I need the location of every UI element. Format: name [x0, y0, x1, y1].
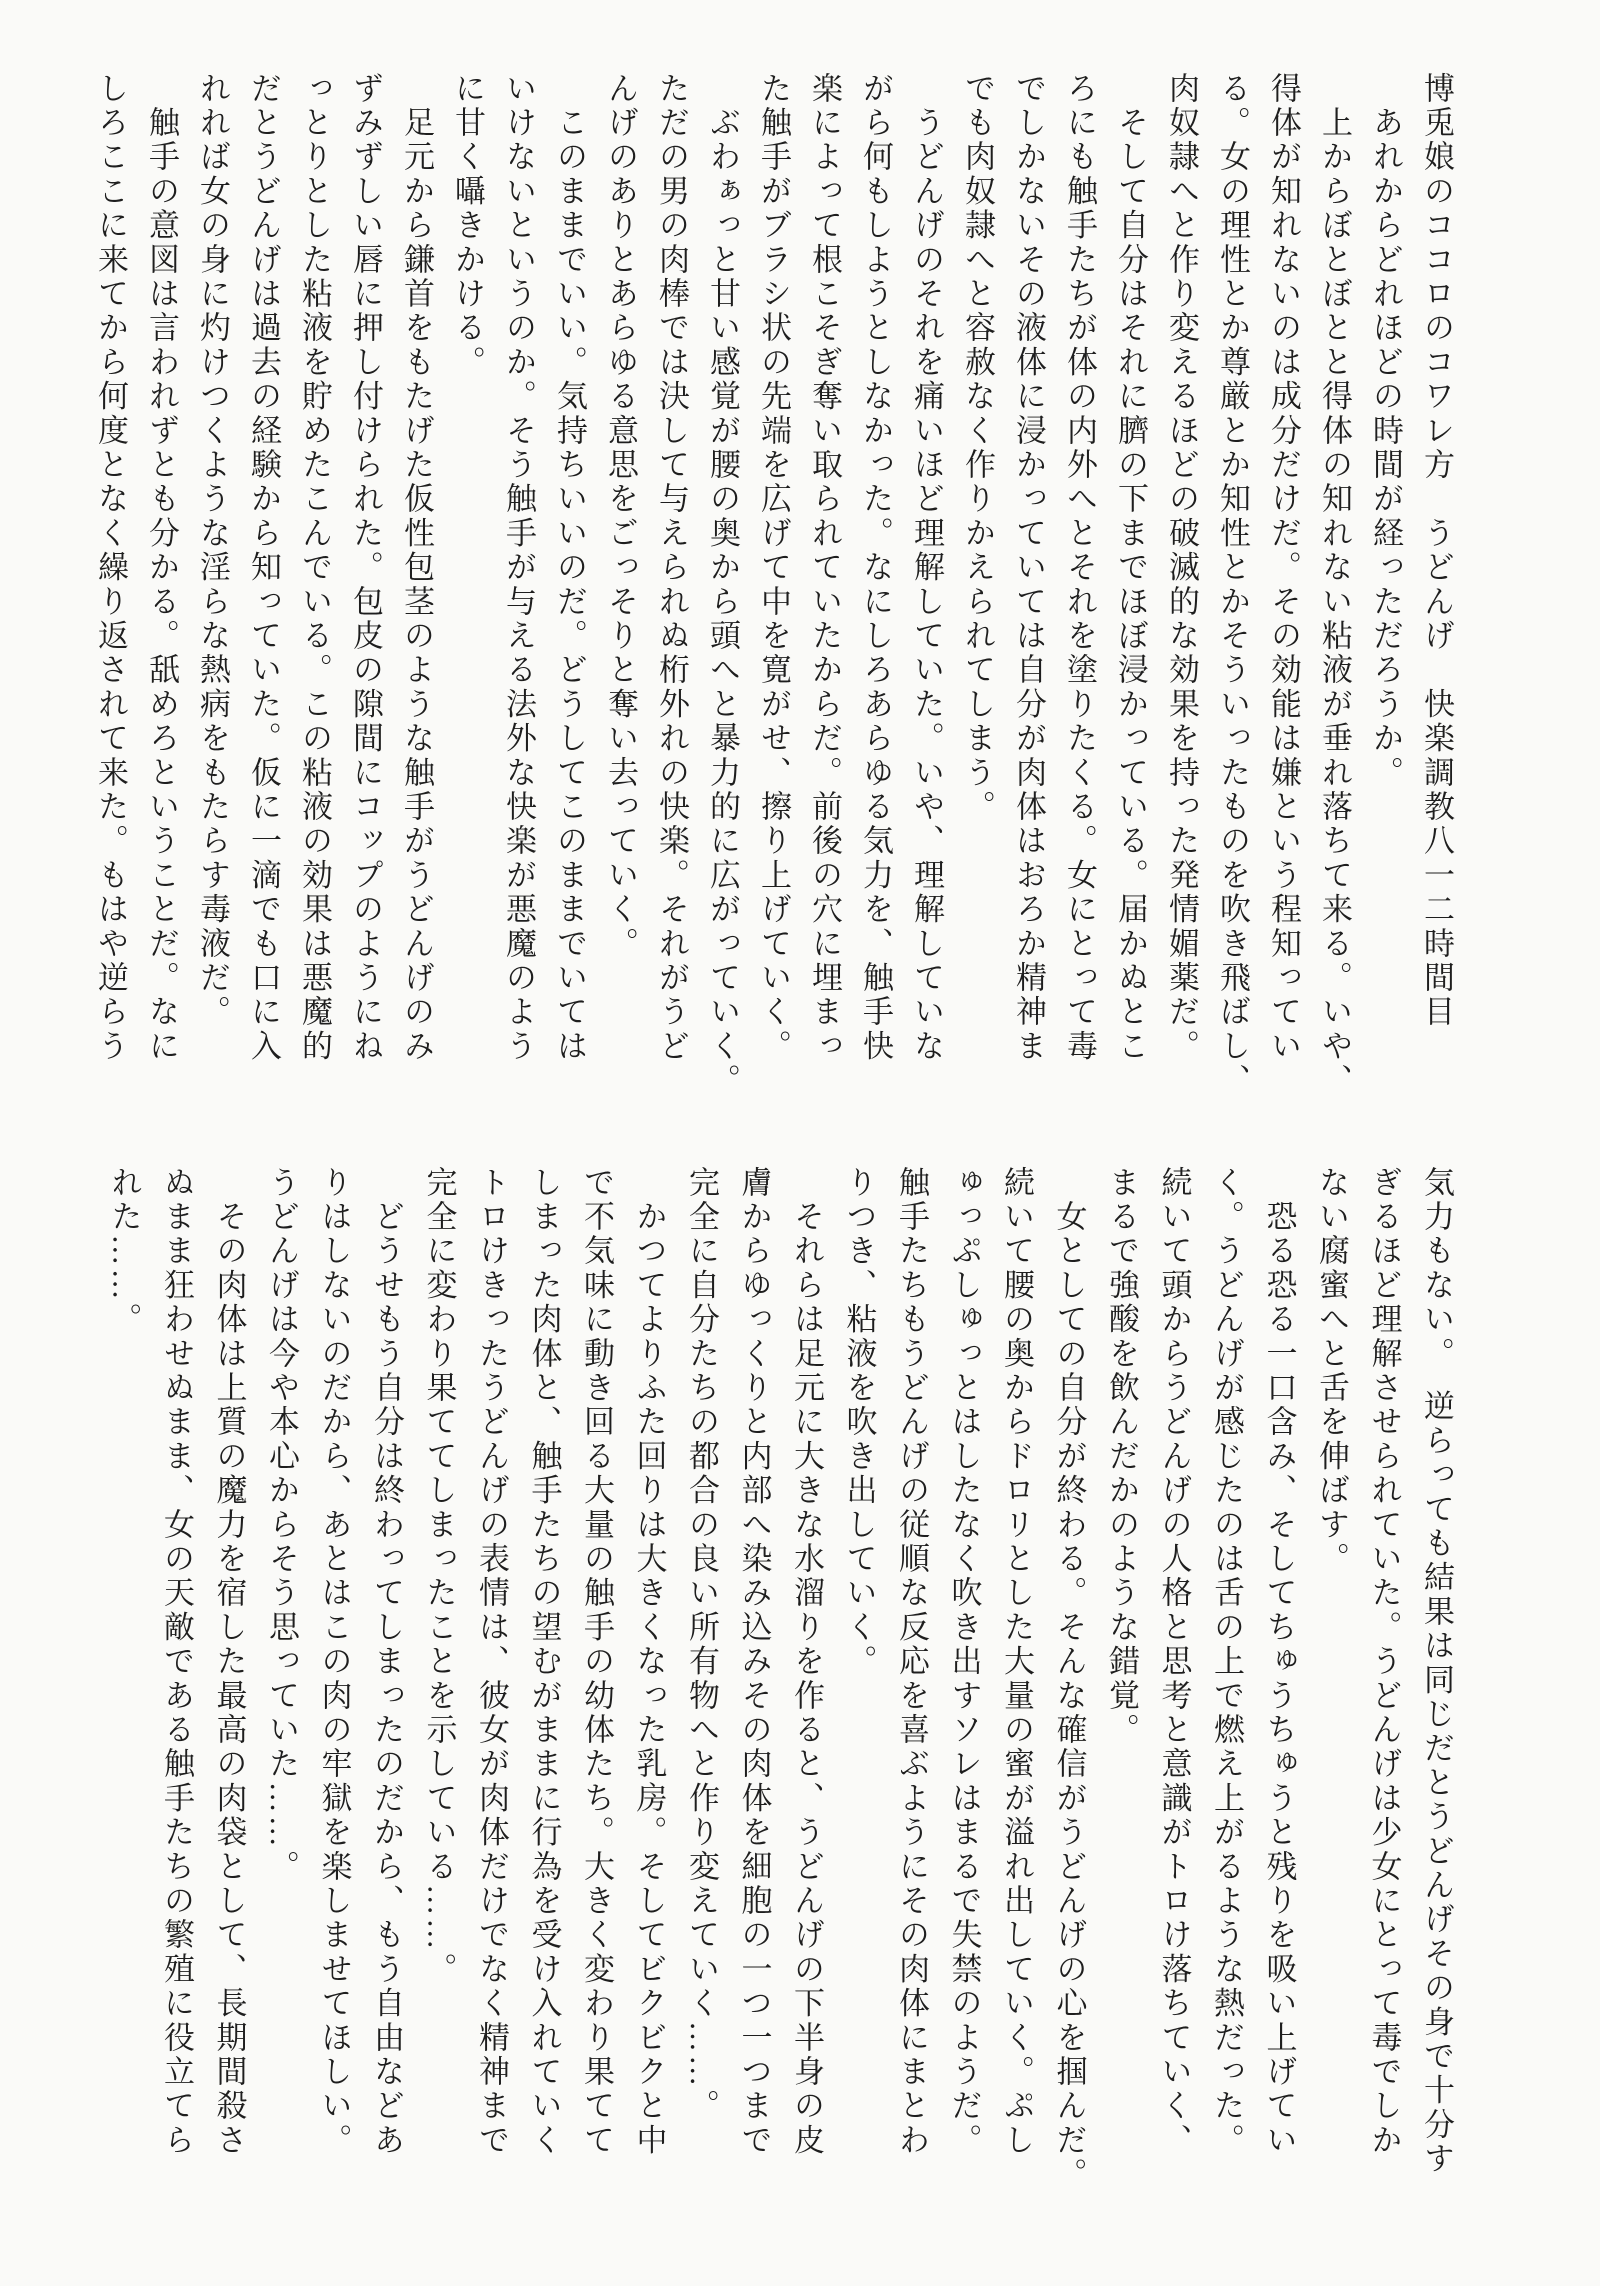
text-column: 足元から鎌首をもたげた仮性包茎のような触手がうどんげのみ	[399, 72, 434, 1064]
text-column: る。女の理性とか尊厳とか知性とかそういったものを吹き飛ばし、	[1215, 72, 1250, 1098]
text-column: ただの男の肉棒では決して与えられぬ桁外れの快楽。それがうど	[654, 72, 689, 1064]
text-column: トロけきったうどんげの表情は、彼女が肉体だけでなく精神まで	[474, 1166, 509, 2158]
text-block-top	[85, 72, 1462, 1122]
text-column: しまった肉体と、触手たちの望むがままに行為を受け入れていく	[526, 1166, 562, 2158]
text-column: 触手の意図は言われずとも分かる。舐めろということだ。なに	[144, 72, 179, 1064]
text-column: かつてよりふた回りは大きくなった乳房。そしてビクビクと中	[631, 1166, 667, 2158]
text-column: で不気味に動き回る大量の触手の幼体たち。大きく変わり果てて	[579, 1166, 614, 2158]
text-column: りつき、粘液を吹き出していく。	[841, 1166, 877, 1679]
text-column: ぬまま狂わせぬまま、女の天敵である触手たちの繁殖に役立てら	[159, 1166, 194, 2158]
text-column: っとりとした粘液を貯めたこんでいる。この粘液の効果は悪魔的	[297, 72, 332, 1064]
text-block-bottom	[97, 1166, 1462, 2226]
text-column: このままでいい。気持ちいいのだ。どうしてこのままでいては	[552, 72, 587, 1064]
text-column: んげのありとあらゆる意思をごっそりと奪い去っていく。	[603, 72, 638, 962]
text-column: 得体が知れないのは成分だけだ。その効能は嫌という程知ってい	[1266, 72, 1301, 1064]
text-column: れれば女の身に灼けつくような淫らな熱病をもたらす毒液だ。	[195, 72, 230, 1030]
text-column: 触手たちもうどんげの従順な反応を喜ぶようにその肉体にまとわ	[894, 1166, 929, 2158]
text-column: そして自分はそれに臍の下までほぼ浸かっている。届かぬとこ	[1113, 72, 1148, 1064]
text-column: 膚からゆっくりと内部へ染み込みその肉体を細胞の一つ一つまで	[736, 1166, 772, 2158]
text-column: 肉奴隷へと作り変えるほどの破滅的な効果を持った発情媚薬だ。	[1164, 72, 1199, 1064]
text-column: 楽によって根こそぎ奪い取られていたからだ。前後の穴に埋まっ	[807, 72, 842, 1064]
text-column: それらは足元に大きな水溜りを作ると、うどんげの下半身の皮	[789, 1166, 824, 2158]
text-column: く。うどんげが感じたのは舌の上で燃え上がるような熱だった。	[1209, 1166, 1244, 2158]
text-column: 続いて腰の奥からドロリとした大量の蜜が溢れ出していく。ぷし	[999, 1166, 1034, 2158]
text-column: その肉体は上質の魔力を宿した最高の肉袋として、長期間殺さ	[211, 1166, 247, 2158]
text-column: ぶわぁっと甘い感覚が腰の奥から頭へと暴力的に広がっていく。	[705, 72, 740, 1098]
text-column: がら何もしようとしなかった。なにしろあらゆる気力を、触手快	[858, 72, 893, 1064]
text-column: 完全に変わり果ててしまったことを示している……。	[421, 1166, 457, 1987]
text-column: 完全に自分たちの都合の良い所有物へと作り変えていく……。	[684, 1166, 719, 2124]
text-column: 気力もない。 逆らっても結果は同じだとうどんげその身で十分す	[1419, 1166, 1454, 2177]
text-column: どうせもう自分は終わってしまったのだから、もう自由などあ	[369, 1166, 404, 2158]
text-column: た触手がブラシ状の先端を広げて中を寛がせ、擦り上げていく。	[756, 72, 791, 1064]
text-column: 女としての自分が終わる。そんな確信がうどんげの心を掴んだ。	[1051, 1166, 1087, 2192]
text-column: りはしないのだから、あとはこの肉の牢獄を楽しませてほしい。	[316, 1166, 352, 2158]
text-column: しろここに来てから何度となく繰り返されて来た。もはや逆らう	[93, 72, 128, 1064]
text-column: でしかないその液体に浸かっていては自分が肉体はおろか精神ま	[1011, 72, 1046, 1064]
title-column: 博兎娘のココロのコワレ方 うどんげ 快楽調教八一二時間目	[1419, 72, 1454, 1030]
text-column: ぎるほど理解させられていた。うどんげは少女にとって毒でしか	[1366, 1166, 1402, 2158]
text-column: うどんげのそれを痛いほど理解していた。いや、理解していな	[909, 72, 944, 1064]
text-column: 続いて頭からうどんげの人格と思考と意識がトロけ落ちていく、	[1156, 1166, 1192, 2158]
text-column: あれからどれほどの時間が経っただろうか。	[1368, 72, 1403, 791]
text-column: いけないというのか。そう触手が与える法外な快楽が悪魔のよう	[501, 72, 536, 1064]
text-column: ない腐蜜へと舌を伸ばす。	[1314, 1166, 1349, 1577]
text-column: 恐る恐る一口含み、そしてちゅうちゅうと残りを吸い上げてい	[1261, 1166, 1297, 2158]
text-column: ろにも触手たちが体の内外へとそれを塗りたくる。女にとって毒	[1062, 72, 1097, 1064]
text-column: うどんげは今や本心からそう思っていた……。	[264, 1166, 299, 1885]
text-column: ゅっぷしゅっとはしたなく吹き出すソレはまるで失禁のようだ。	[946, 1166, 982, 2158]
text-column: でも肉奴隷へと容赦なく作りかえられてしまう。	[960, 72, 995, 825]
text-column: まるで強酸を飲んだかのような錯覚。	[1104, 1166, 1139, 1748]
text-column: 上からぼとぼとと得体の知れない粘液が垂れ落ちて来る。いや、	[1317, 72, 1352, 1098]
text-column: れた……。	[106, 1166, 142, 1337]
text-column: に甘く囁きかける。	[450, 72, 485, 380]
text-column: だとうどんげは過去の経験から知っていた。仮に一滴でも口に入	[246, 72, 281, 1064]
text-column: ずみずしい唇に押し付けられた。包皮の隙間にコップのようにね	[348, 72, 383, 1064]
